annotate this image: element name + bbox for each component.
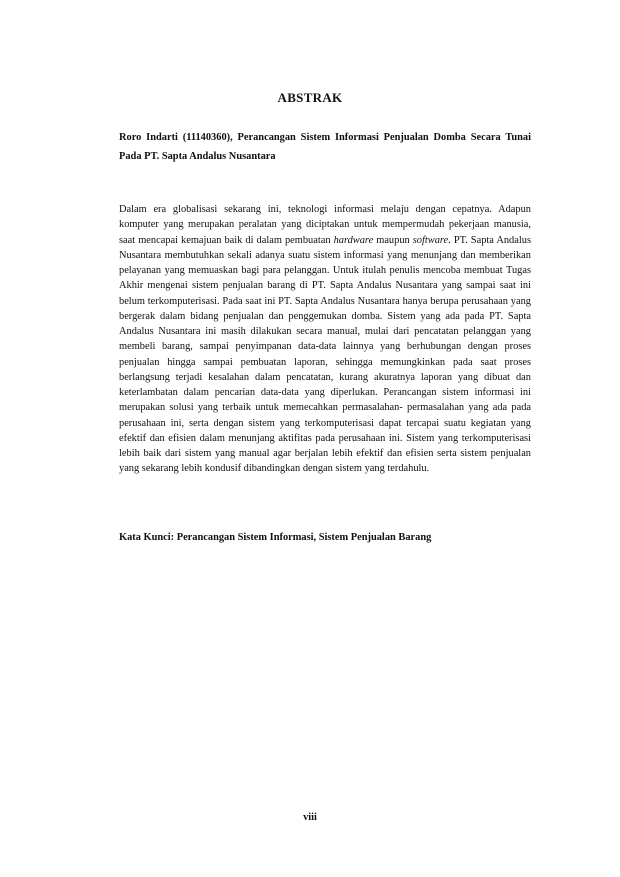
abstract-body xyxy=(119,202,531,477)
keywords: Kata Kunci: Perancangan Sistem Informasi, Sistem Penjualan Barang xyxy=(119,532,432,543)
abstract-text-part2: maupun xyxy=(373,234,413,246)
hardware-term: hardware xyxy=(333,234,374,246)
abstract-title: ABSTRAK xyxy=(277,90,343,105)
page-number: viii xyxy=(303,812,317,823)
abstract-text-part3: . PT. Sapta Andalus Nusantara membutuhkan sekali adanya suatu sistem informasi yang menunjang dan memberikan pelayanan yang memuaskan bagi para pelanggan. Untuk itulah penulis mencoba membuat Tugas Akhir mengenai sistem penjualan barang di PT. Sapta Andalus Nusantara yang sampai saat ini belum terkomputerisasi. Pada saat ini PT. Sapta Andalus Nusantara hanya berupa perusahaan yang bergerak dalam bidang penjualan dan penggemukan domba. Sistem yang ada pada PT. Sapta Andalus Nusantara ini masih dilakukan secara manual, mulai dari pencatatan pelanggan yang membeli barang, sampai penyimpanan data-data lainnya yang berhubungan dengan proses penjualan hingga sampai pembuatan laporan, sehingga memungkinkan pada saat proses berlangsung terjadi kesalahan dalam pencatatan, kurang akuratnya laporan yang dibuat dan keterlambatan dalam pencarian data-data yang diperlukan. Perancangan sistem informasi ini merupakan solusi yang terbaik untuk memecahkan permasalahan- permasalahan yang ada pada perusahaan ini, serta dengan sistem yang terkomputerisasi dapat tercapai suatu kegiatan yang efektif dan efisien dalam menunjang aktifitas pada perusahaan ini. Sistem yang terkomputerisasi lebih baik dari sistem yang manual agar berjalan lebih efektif dan efisien serta sistem penjualan yang sekarang lebih kondusif dibandingkan dengan sistem yang terdahulu. xyxy=(119,234,531,475)
software-term: software xyxy=(412,234,449,246)
abstract-text-part1: Dalam era globalisasi sekarang ini, teknologi informasi melaju dengan cepatnya. Adapun komputer yang merupakan peralatan yang diciptakan untuk mempermudah pekerjaan manusia, saat mencapai kemajuan baik di dalam pembuatan xyxy=(119,204,531,246)
author-and-thesis-title: Roro Indarti (11140360), Perancangan Sistem Informasi Penjualan Domba Secara Tunai Pada PT. Sapta Andalus Nusantara xyxy=(119,132,531,162)
